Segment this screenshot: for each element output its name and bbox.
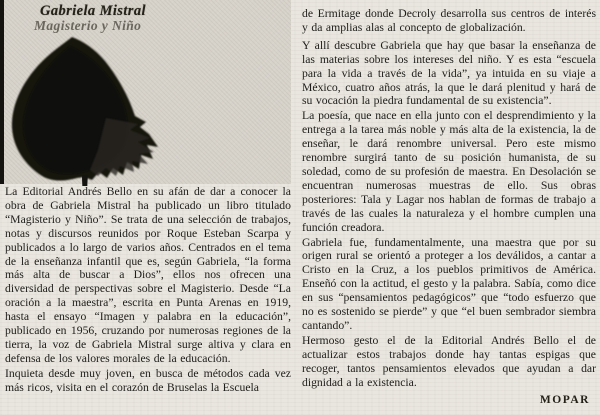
masthead (4, 0, 291, 34)
paragraph: de Ermitage donde Decroly desarrolla sus centros de interés y da amplias alas al concepto de globalización. (302, 7, 596, 34)
right-column (302, 7, 596, 408)
left-column (5, 185, 291, 396)
leaf-icon (10, 30, 160, 186)
paragraph: Inquieta desde muy joven, en busca de métodos cada vez más ricos, visita en el corazón de Bruselas la Escuela (5, 366, 291, 394)
paragraph: Hermoso gesto el de la Editorial Andrés Bello el de actualizar estos trabajos donde hay tantas espigas que recoger, tantos pensamientos elevados que ayudan a dar dignidad a la existencia. (302, 333, 596, 389)
paragraph: Gabriela fue, fundamentalmente, una maestra que por su origen rural se orientó a proteger a los deválidos, a cantar a Cristo en la Cruz, a los pueblos primitivos de América. Enseñó con la actitud, el gesto y la palabra. Sabía, como dice en sus “pensamientos pedagógicos” que “todo esfuerzo que no es sostenido se pierde” y que “el buen sembrador siembra cantando”. (302, 235, 596, 332)
clipping-subtitle: Magisterio y Niño (34, 18, 142, 33)
paragraph: La poesía, que nace en ella junto con el desprendimiento y la entrega a la tarea más noble y más alta de la existencia, la de enseñar, le dará renombre universal. Pero este mismo renombre surgirá tanto de su posición humanista, de su soledad, como de su profesión de maestra. En Desolación se encuentran numerosas muestras de ello. Sus obras posteriores: Tala y Lagar nos hablan de formas de trabajo a través de las cuales la naturaleza y el hombre cumplen una función creadora. (302, 109, 596, 234)
book-cover-photo (0, 0, 291, 184)
author-signature: MOPAR (539, 394, 590, 407)
paragraph: La Editorial Andrés Bello en su afán de dar a conocer la obra de Gabriela Mistral ha publicado un libro titulado “Magisterio y Niño”. Se trata de una selección de trabajos, notas y discursos reunidos por Roque Esteban Scarpa y publicados a lo largo de varios años. Centrados en el tema de la enseñanza infantil que es, según Gabriela, “la forma más alta de buscar a Dios”, ellos nos ofrecen una diversidad de perspectivas sobre el Magisterio. Desde “La oración a la maestra”, escrita en Punta Arenas en 1919, hasta el ensayo “Imagen y palabra en la educación”, publicado en 1956, cruzando por numerosas regiones de la tierra, la voz de Gabriela Mistral surge altiva y clara en defensa de los valores morales de la educación. (5, 185, 291, 365)
paragraph: Y allí descubre Gabriela que hay que basar la enseñanza de las materias sobre los intereses del niño. Y es esta “escuela para la vida a través de la vida”, ya intuida en su viaje a México, cuatro años atrás, la que le dará plenitud y hará de su vocación la piedra fundamental de su existencia”. (302, 38, 596, 108)
clipping-title: Gabriela Mistral (40, 3, 146, 19)
